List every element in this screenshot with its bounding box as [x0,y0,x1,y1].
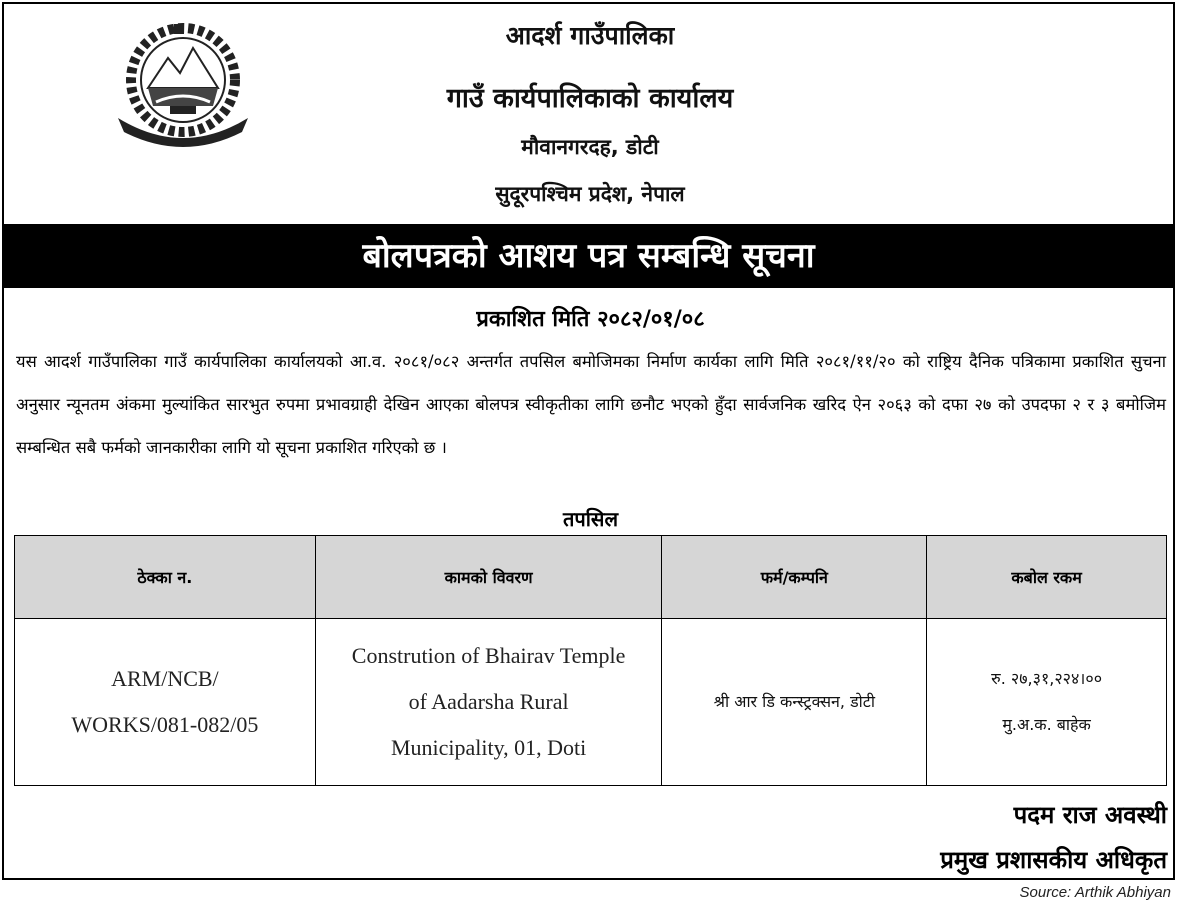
schedule-table [14,535,1167,786]
bid-amount-note: मु.अ.क. बाहेक [1002,715,1091,734]
firm-cell [662,619,927,786]
notice-body: यस आदर्श गाउँपालिका गाउँ कार्यपालिका कार्यालयको आ.व. २०८१/०८२ अन्तर्गत तपसिल बमोजिमका निर्माण कार्यका लागि मिति २०८१/११/२० को राष्ट्रिय दैनिक पत्रिकामा प्रकाशित सुचना अनुसार न्यूनतम अंकमा मुल्यांकित सारभुत रुपमा प्रभावग्राही देखिन आएका बोलपत्र स्वीकृतीका लागि छनौट भएको हुँदा सार्वजनिक खरिद ऐन २०६३ को दफा २७ को उपदफा २ र ३ बमोजिम सम्बन्धित सबै फर्मको जानकारीका लागि यो सूचना प्रकाशित गरिएको छ । [16,352,1166,457]
office-address: मौवानगरदह, डोटी [521,135,659,159]
work-description-line: Constrution of Bhairav Temple [351,643,626,668]
bid-amount: रु. २७,३१,२२४।०० [991,669,1103,688]
source-credit: Source: Arthik Abhiyan [1019,884,1171,901]
work-description-line: of Aadarsha Rural [408,689,569,714]
column-header: ठेक्का न. [15,536,316,619]
table-row [15,619,1167,786]
contract-number-line: ARM/NCB/ [111,666,219,691]
table-header-row [15,536,1167,619]
contract-number-line: WORKS/081-082/05 [71,712,259,737]
nepal-government-emblem [108,18,258,158]
column-header: कबोल रकम [927,536,1167,619]
published-date: प्रकाशित मिति २०८२/०१/०८ [476,307,705,332]
signatory-name: पदम राज अवस्थी [1013,801,1167,829]
notice-title-banner: बोलपत्रको आशय पत्र सम्बन्धि सूचना [4,224,1173,288]
column-header: फर्म/कम्पनि [662,536,927,619]
schedule-label: तपसिल [562,507,619,531]
bid-amount-cell [927,619,1167,786]
office-name: गाउँ कार्यपालिकाको कार्यालय [446,83,734,114]
contract-number-cell [15,619,316,786]
firm-name: श्री आर डि कन्स्ट्रक्सन, डोटी [713,692,875,711]
work-description-cell [315,619,662,786]
column-header: कामको विवरण [315,536,662,619]
signatory-title: प्रमुख प्रशासकीय अधिकृत [940,846,1167,874]
province-country: सुदूरपश्चिम प्रदेश, नेपाल [495,182,685,206]
municipality-name: आदर्श गाउँपालिका [505,21,675,50]
work-description-line: Municipality, 01, Doti [390,735,587,760]
